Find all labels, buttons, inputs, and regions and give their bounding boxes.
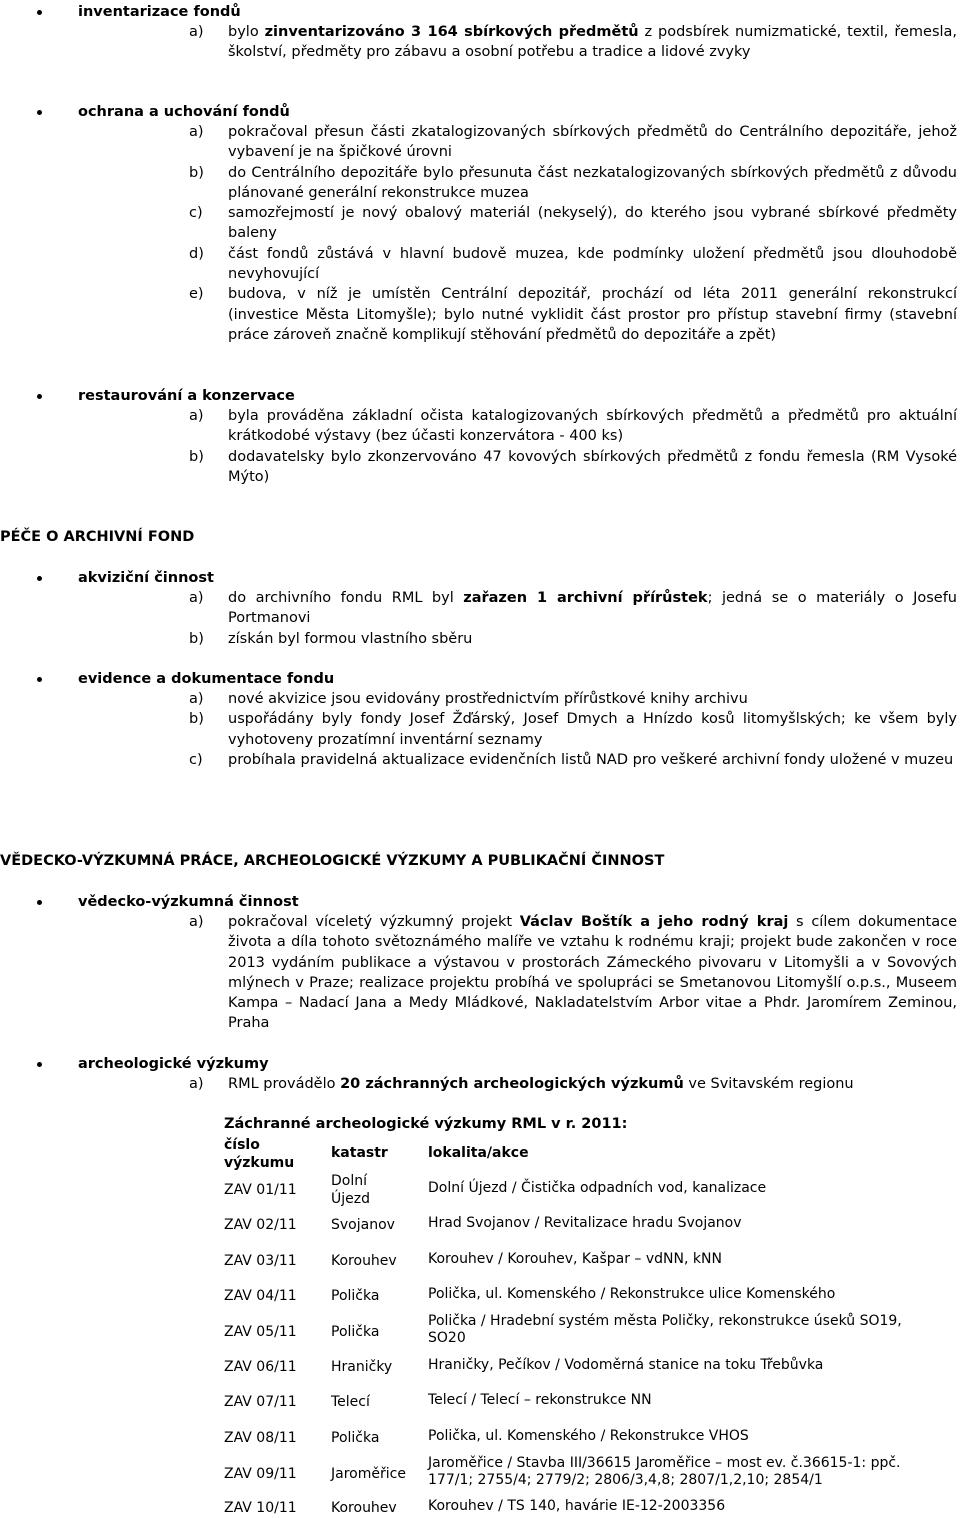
cell-cislo: ZAV 03/11 — [224, 1253, 297, 1269]
cell-cislo: ZAV 10/11 — [224, 1500, 297, 1516]
cell-katastr: Polička — [331, 1288, 380, 1304]
cell-katastr: Svojanov — [331, 1217, 395, 1233]
header-lokalita: lokalita/akce — [428, 1145, 529, 1161]
bullet-icon — [37, 394, 42, 399]
cell-cislo: ZAV 09/11 — [224, 1466, 297, 1482]
list-item: b) dodavatelsky bylo zkonzervováno 47 kovových sbírkových předmětů z fondu řemesla (RM Vysoké Mýto) — [189, 448, 957, 485]
list-item: a) nové akvizice jsou evidovány prostřednictvím přírůstkové knihy archivu — [189, 691, 748, 707]
cell-lokalita: Korouhev / Korouhev, Kašpar – vdNN, kNN — [428, 1251, 722, 1267]
cell-cislo: ZAV 02/11 — [224, 1217, 297, 1233]
cell-cislo: ZAV 08/11 — [224, 1430, 297, 1446]
list-item: a) do archivního fondu RML byl zařazen 1 archivní přírůstek; jedná se o materiály o Josefu Portmanovi — [189, 590, 957, 627]
cell-katastr: Korouhev — [331, 1253, 397, 1269]
cell-lokalita: Hraničky, Pečíkov / Vodoměrná stanice na toku Třebůvka — [428, 1357, 824, 1373]
section-evidence — [0, 669, 960, 770]
list-item: b) uspořádány byly fondy Josef Žďárský, Josef Dmych a Hnízdo kosů litomyšlských; ke všem byly vyhotoveny prozatímní inventární seznamy — [189, 711, 957, 748]
cell-cislo: ZAV 06/11 — [224, 1359, 297, 1375]
section-heading-vedecko: VĚDECKO-VÝZKUMNÁ PRÁCE, ARCHEOLOGICKÉ VÝZKUMY A PUBLIKAČNÍ ČINNOST — [0, 853, 665, 869]
section-archeo — [0, 1054, 960, 1094]
bullet-title: restaurování a konzervace — [0, 386, 960, 406]
bullet-title: akviziční činnost — [0, 568, 960, 588]
cell-cislo: ZAV 01/11 — [224, 1182, 297, 1198]
cell-katastr: Dolní Újezd — [331, 1173, 370, 1207]
table-title: Záchranné archeologické výzkumy RML v r. 2011: — [224, 1116, 628, 1132]
table-header — [224, 1136, 944, 1172]
bullet-icon — [37, 1062, 42, 1067]
cell-katastr: Jaroměřice — [331, 1466, 406, 1482]
cell-lokalita: Dolní Újezd / Čistička odpadních vod, kanalizace — [428, 1180, 767, 1196]
section-vedecko — [0, 892, 960, 1034]
list-item: d) část fondů zůstává v hlavní budově muzea, kde podmínky uložení předmětů jsou dlouhodobě nevyhovující — [189, 245, 957, 283]
bullet-title: vědecko-výzkumná činnost — [0, 892, 960, 912]
cell-katastr: Telecí — [331, 1394, 370, 1410]
bullet-title: archeologické výzkumy — [0, 1054, 960, 1074]
cell-katastr: Hraničky — [331, 1359, 393, 1375]
header-katastr: katastr — [331, 1145, 388, 1161]
bullet-icon — [37, 677, 42, 682]
list-item: a) RML provádělo 20 záchranných archeologických výzkumů ve Svitavském regionu — [189, 1076, 854, 1092]
cell-lokalita: Polička, ul. Komenského / Rekonstrukce VHOS — [428, 1428, 749, 1444]
section-inventarizace — [0, 2, 960, 63]
list-item: e) budova, v níž je umístěn Centrální depozitář, prochází od léta 2011 generální rekonstrukcí (investice Města Litomyšle); bylo nutné vyklidit část prostor pro přístup stavební firmy (stavební práce zároveň značně komplikují stěhování předmětů do depozitáře a zpět) — [189, 286, 957, 343]
cell-katastr: Polička — [331, 1430, 380, 1446]
cell-katastr: Polička — [331, 1324, 380, 1340]
cell-lokalita: Telecí / Telecí – rekonstrukce NN — [428, 1392, 652, 1408]
cell-lokalita: Hrad Svojanov / Revitalizace hradu Svojanov — [428, 1215, 742, 1231]
list-item: a) pokračoval víceletý výzkumný projekt Václav Boštík a jeho rodný kraj s cílem dokumentace života a díla tohoto světoznámého malíře ve vztahu k rodnému kraji; projekt bude zakončen v roce 2013 vydáním publikace a výstavou v prostorách Zámeckého pivovaru v Litomyšli a v Sovových mlýnech v Praze; realizace projektu probíhá ve spolupráci se Smetanovou Litomyšlí o.p.s., Museem Kampa – Nadací Jana a Medy Mládkové, Nakladatelstvím Arbor vitae a Phdr. Jaromírem Zeminou, Praha — [189, 914, 958, 1032]
cell-lokalita: Polička / Hradební systém města Poličky, rekonstrukce úseků SO19, SO20 — [428, 1313, 902, 1346]
section-akvizicni — [0, 568, 960, 649]
list-item: b) do Centrálního depozitáře bylo přesunuta část nezkatalogizovaných sbírkových předmětů z důvodu plánované generální rekonstrukce muzea — [189, 164, 957, 201]
cell-cislo: ZAV 04/11 — [224, 1288, 297, 1304]
list-item: a) byla prováděna základní očista katalogizovaných sbírkových předmětů a předmětů pro aktuální krátkodobé výstavy (bez účasti konzervátora - 400 ks) — [189, 408, 957, 445]
list-item: c) samozřejmostí je nový obalový materiál (nekyselý), do kterého jsou vybrané sbírkové předměty baleny — [189, 205, 957, 242]
cell-katastr: Korouhev — [331, 1500, 397, 1516]
cell-lokalita: Korouhev / TS 140, havárie IE-12-2003356 — [428, 1498, 726, 1514]
list-item: a) bylo zinventarizováno 3 164 sbírkových předmětů z podsbírek numizmatické, textil, řemesla, školství, předměty pro zábavu a osobní potřebu a tradice a lidové zvyky — [189, 24, 958, 61]
cell-lokalita: Jaroměřice / Stavba III/36615 Jaroměřice – most ev. č.36615-1: ppč. 177/1; 2755/4; 2779/2; 2806/3,4,8; 2807/1,2,10; 2854/1 — [428, 1455, 901, 1488]
cell-lokalita: Polička, ul. Komenského / Rekonstrukce ulice Komenského — [428, 1286, 836, 1302]
bullet-icon — [37, 10, 42, 15]
bullet-title: ochrana a uchování fondů — [0, 102, 960, 122]
list-item: a) pokračoval přesun části zkatalogizovaných sbírkových předmětů do Centrálního depozitáře, jehož vybavení je na špičkové úrovni — [189, 124, 957, 161]
section-ochrana — [0, 102, 960, 345]
bullet-icon — [37, 110, 42, 115]
bullet-title: evidence a dokumentace fondu — [0, 669, 960, 689]
bullet-title: inventarizace fondů — [0, 2, 960, 22]
list-item: b) získán byl formou vlastního sběru — [189, 630, 473, 647]
section-heading-archiv: PÉČE O ARCHIVNÍ FOND — [0, 529, 195, 545]
bullet-icon — [37, 900, 42, 905]
section-restaurovani — [0, 386, 960, 487]
header-cislo: číslo výzkumu — [224, 1137, 295, 1171]
bullet-icon — [37, 576, 42, 581]
list-item: c) probíhala pravidelná aktualizace evidenčních listů NAD pro veškeré archivní fondy uložené v muzeu — [189, 751, 954, 768]
cell-cislo: ZAV 07/11 — [224, 1394, 297, 1410]
cell-cislo: ZAV 05/11 — [224, 1324, 297, 1340]
